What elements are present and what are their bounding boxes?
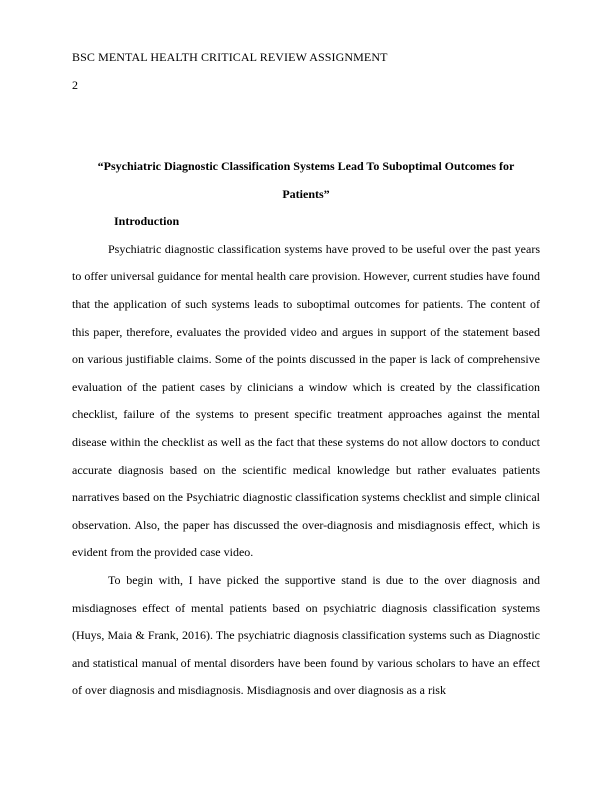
document-title xyxy=(72,153,540,208)
running-head: BSC MENTAL HEALTH CRITICAL REVIEW ASSIGNMENT xyxy=(72,50,388,64)
section-heading: Introduction xyxy=(114,214,180,229)
paragraph-2: To begin with, I have picked the supportive stand is due to the over diagnosis and misdiagnoses effect of mental patients based on psychiatric diagnosis classification systems (Huys, Maia & Frank, 2016). The psychiatric diagnosis classification systems such as Diagnostic and statistical manual of mental disorders have been found by various scholars to have an effect of over diagnosis and misdiagnosis. Misdiagnosis and over diagnosis as a risk xyxy=(72,572,540,698)
document-body xyxy=(72,153,540,705)
page-number: 2 xyxy=(72,78,78,92)
title-line-2: Patients” xyxy=(282,186,330,201)
paragraph-1: Psychiatric diagnostic classification systems have proved to be useful over the past years to offer universal guidance for mental health care provision. However, current studies have found that the application of such systems leads to suboptimal outcomes for patients. The content of this paper, therefore, evaluates the provided video and argues in support of the statement based on various justifiable claims. Some of the points discussed in the paper is lack of comprehensive evaluation of the patient cases by clinicians a window which is created by the classification checklist, failure of the systems to present specific treatment approaches against the mental disease within the checklist as well as the fact that these systems do not allow doctors to conduct accurate diagnosis based on the scientific medical knowledge but rather evaluates patients narratives based on the Psychiatric diagnostic classification systems checklist and simple clinical observation. Also, the paper has discussed the over-diagnosis and misdiagnosis effect, which is evident from the provided case video. xyxy=(72,241,540,560)
title-line-1: “Psychiatric Diagnostic Classification Systems Lead To Suboptimal Outcomes for xyxy=(97,159,515,173)
